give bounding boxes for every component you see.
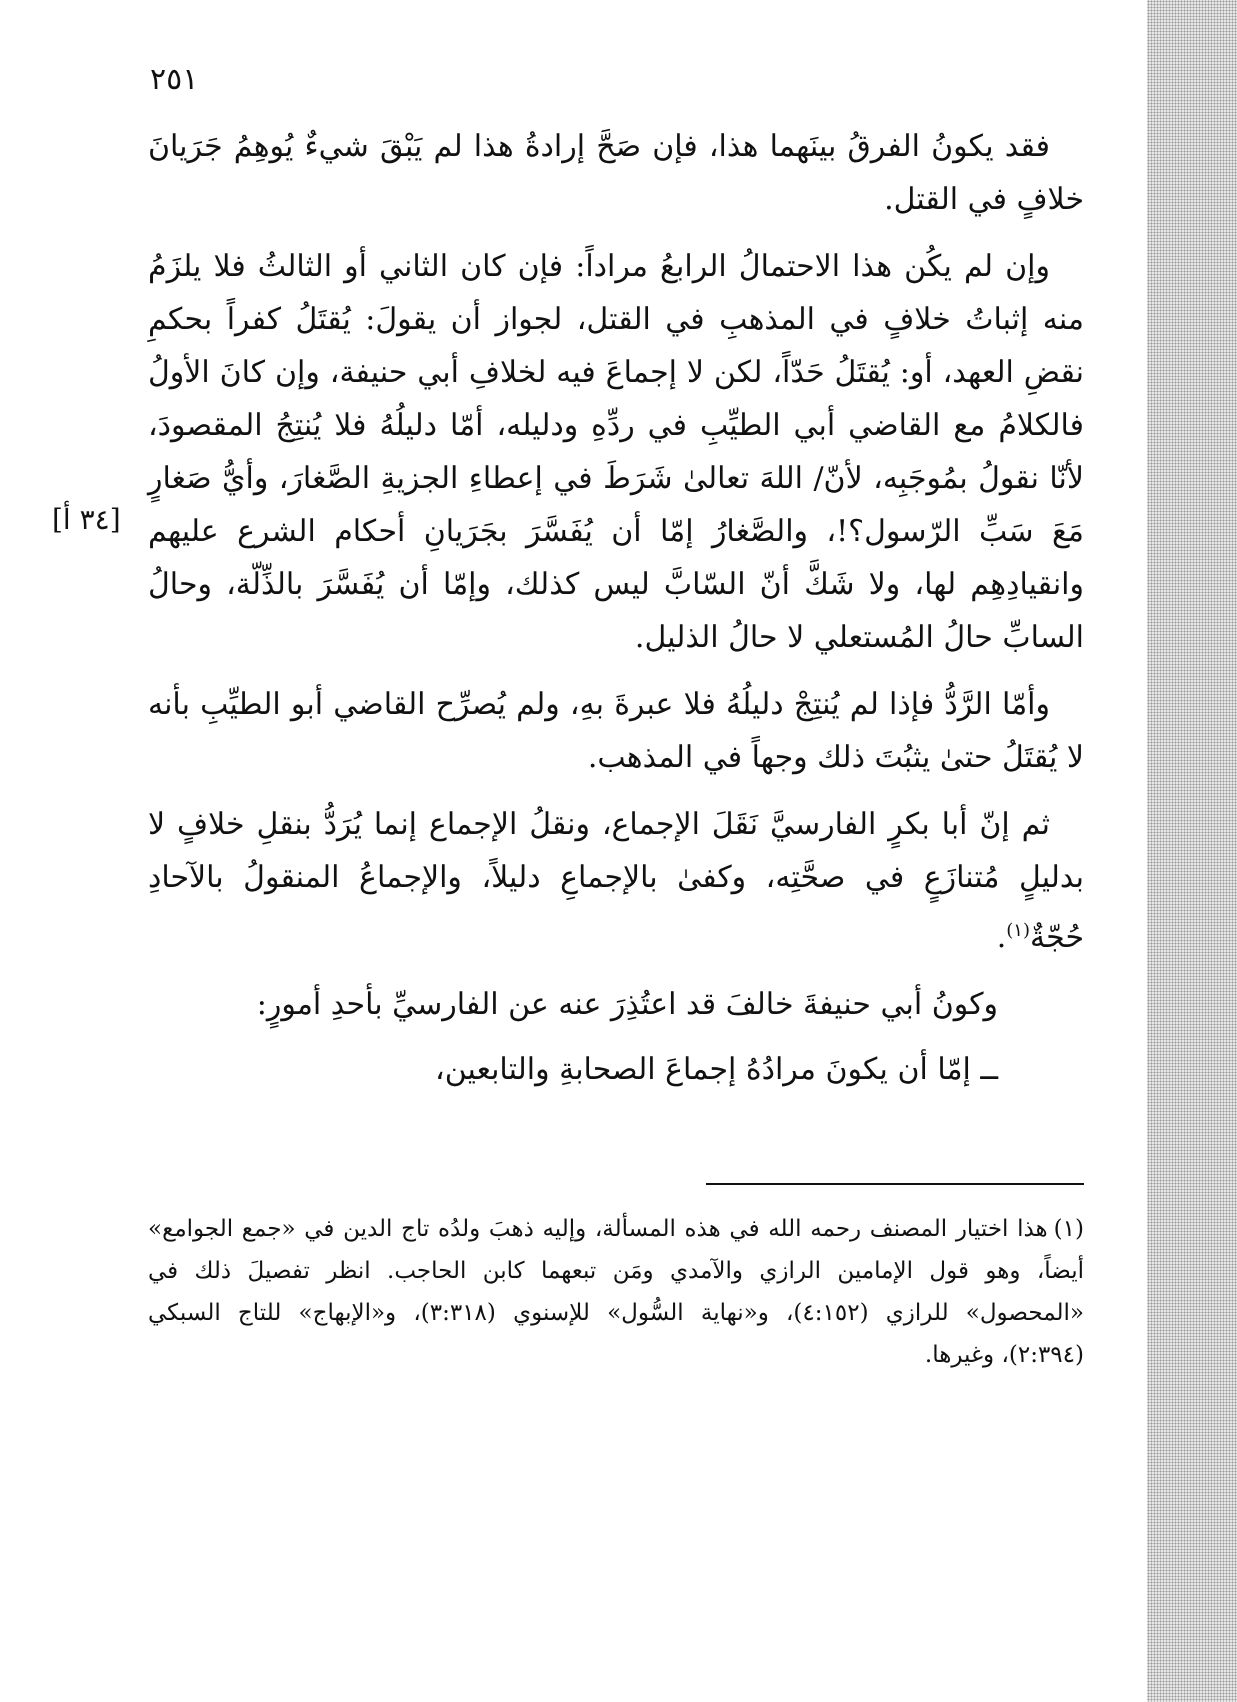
footnote-reference[interactable]: (١) — [1006, 920, 1030, 941]
paragraph-5: وكونُ أبي حنيفةَ خالفَ قد اعتُذِرَ عنه عن الفارسيِّ بأحدِ أمورٍ: — [256, 987, 998, 1022]
paragraph-4 — [148, 798, 1084, 964]
paragraph-4-tail: . — [996, 920, 1007, 955]
footnote — [148, 1208, 1084, 1376]
paragraph-4-text: ثم إنّ أبا بكرٍ الفارسيَّ نَقَلَ الإجماع، ونقلُ الإجماع إنما يُرَدُّ بنقلِ خلافٍ لا بدليلٍ مُتنازَعٍ في صحَّتِه، وكفىٰ بالإجماعِ دليلاً، والإجماعُ المنقولُ بالآحادِ حُجّةٌ — [148, 807, 1084, 955]
footnote-number: (١) — [1053, 1216, 1084, 1242]
footnote-text: هذا اختيار المصنف رحمه الله في هذه المسألة، وإليه ذهبَ ولدُه تاج الدين في «جمع الجوامع» أيضاً، وهو قول الإمامين الرازي والآمدي ومَن تبعهما كابن الحاجب. انظر تفصيلَ ذلك في «المحصول» للرازي (٤:١٥٢)، و«نهاية السُّول» للإسنوي (٣:٣١٨)، و«الإبهاج» للتاج السبكي (٢:٣٩٤)، وغيرها. — [148, 1216, 1084, 1368]
main-text — [148, 120, 1084, 1108]
page-number: ٢٥١ — [150, 62, 199, 97]
paragraph-3: وأمّا الرَّدُّ فإذا لم يُنتِجْ دليلُهُ فلا عبرةَ بهِ، ولم يُصرِّح القاضي أبو الطيِّبِ بأنه لا يُقتَلُ حتىٰ يثبُتَ ذلك وجهاً في المذهب. — [148, 687, 1084, 775]
paragraph-2: وإن لم يكُن هذا الاحتمالُ الرابعُ مراداً: فإن كان الثاني أو الثالثُ فلا يلزَمُ منه إثباتُ خلافٍ في المذهبِ في القتل، لجواز أن يقولَ: يُقتَلُ كفراً بحكمِ نقضِ العهد، أو: يُقتَلُ حَدّاً، لكن لا إجماعَ فيه لخلافِ أبي حنيفة، وإن كانَ الأولُ فالكلامُ مع القاضي أبي الطيِّبِ في ردِّهِ ودليله، أمّا دليلُهُ فلا يُنتِجُ المقصودَ، لأنّا نقولُ بمُوجَبِه، لأنّ/ اللهَ تعالىٰ شَرَطَ في إعطاءِ الجزيةِ الصَّغارَ، وأيُّ صَغارٍ مَعَ سَبِّ الرّسول؟!، والصَّغارُ إمّا أن يُفَسَّرَ بجَرَيانِ أحكام الشرع عليهم وانقيادِهِم لها، ولا شَكَّ أنّ السّابَّ ليس كذلك، وإمّا أن يُفَسَّرَ بالذِّلّة، وحالُ السابِّ حالُ المُستعلي لا حالُ الذليل. — [148, 249, 1084, 655]
paragraph-1: فقد يكونُ الفرقُ بينَهما هذا، فإن صَحَّ إرادةُ هذا لم يَبْقَ شيءٌ يُوهِمُ جَرَيانَ خلافٍ في القتل. — [148, 129, 1084, 217]
paragraph-6: ــ إمّا أن يكونَ مرادُهُ إجماعَ الصحابةِ والتابعين، — [435, 1052, 998, 1087]
scanned-page-edge — [1147, 0, 1237, 1702]
footnote-separator — [706, 1183, 1084, 1185]
margin-folio-marker: [٣٤ أ] — [52, 503, 121, 536]
